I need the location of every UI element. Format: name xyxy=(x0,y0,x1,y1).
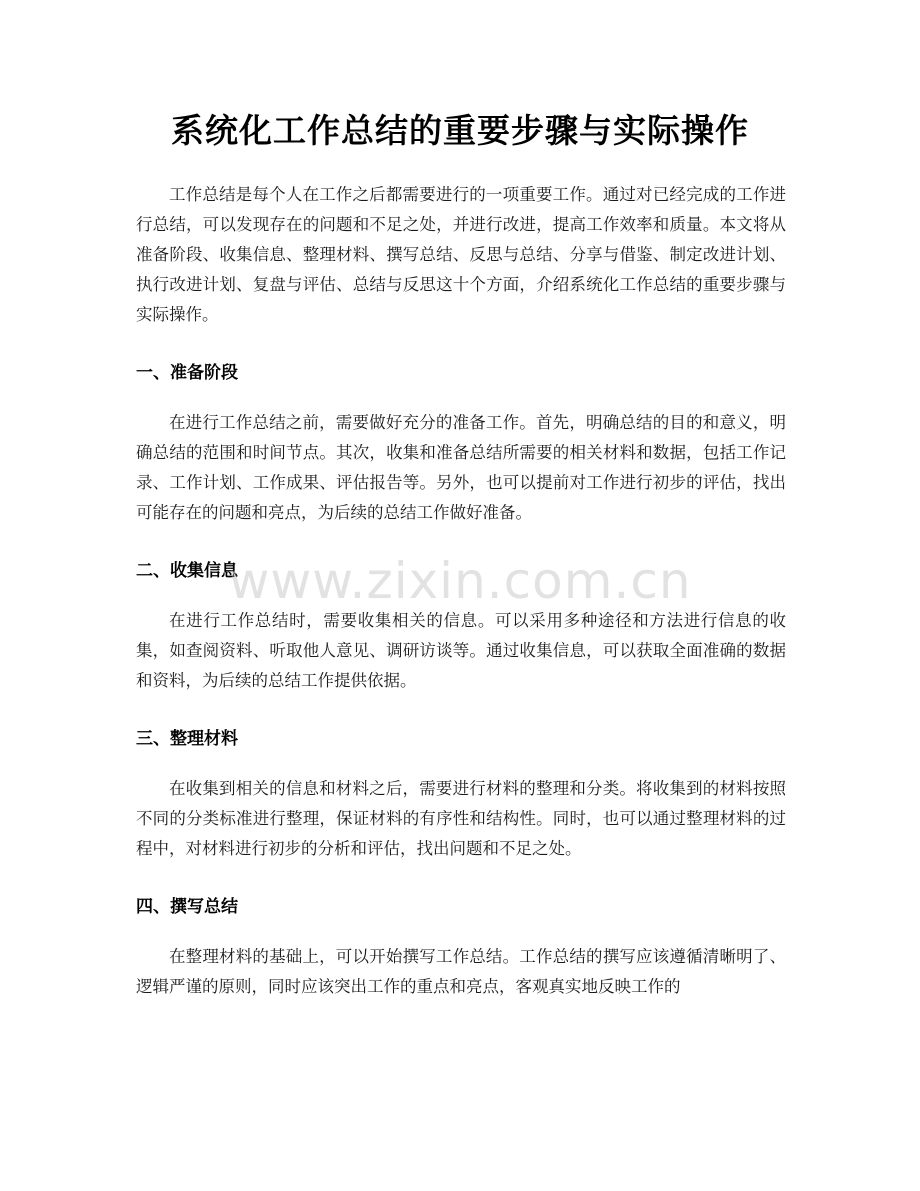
section-heading-1: 一、准备阶段 xyxy=(136,363,238,383)
section-heading-2: 二、收集信息 xyxy=(136,561,238,581)
section-body-1: 在进行工作总结之前，需要做好充分的准备工作。首先，明确总结的目的和意义，明确总结的范围和时间节点。其次，收集和准备总结所需要的相关材料和数据，包括工作记录、工作计划、工作成果、评估报告等。另外，也可以提前对工作进行初步的评估，找出可能存在的问题和亮点，为后续的总结工作做好准备。 xyxy=(136,413,786,522)
section-body-4: 在整理材料的基础上，可以开始撰写工作总结。工作总结的撰写应该遵循清晰明了、逻辑严谨的原则，同时应该突出工作的重点和亮点，客观真实地反映工作的 xyxy=(136,947,786,996)
document-title: 系统化工作总结的重要步骤与实际操作 xyxy=(171,111,749,150)
watermark-text: www.zixin.com.cn xyxy=(228,552,692,610)
document-body xyxy=(136,180,786,1002)
intro-paragraph: 工作总结是每个人在工作之后都需要进行的一项重要工作。通过对已经完成的工作进行总结，可以发现存在的问题和不足之处，并进行改进，提高工作效率和质量。本文将从准备阶段、收集信息、整理材料、撰写总结、反思与总结、分享与借鉴、制定改进计划、执行改进计划、复盘与评估、总结与反思这十个方面，介绍系统化工作总结的重要步骤与实际操作。 xyxy=(136,185,786,324)
section-body-3: 在收集到相关的信息和材料之后，需要进行材料的整理和分类。将收集到的材料按照不同的分类标准进行整理，保证材料的有序性和结构性。同时，也可以通过整理材料的过程中，对材料进行初步的分析和评估，找出问题和不足之处。 xyxy=(136,779,786,858)
section-body-2: 在进行工作总结时，需要收集相关的信息。可以采用多种途径和方法进行信息的收集，如查阅资料、听取他人意见、调研访谈等。通过收集信息，可以获取全面准确的数据和资料，为后续的总结工作提供依据。 xyxy=(136,611,786,690)
section-heading-4: 四、撰写总结 xyxy=(136,897,238,917)
section-heading-3: 三、整理材料 xyxy=(136,729,238,749)
